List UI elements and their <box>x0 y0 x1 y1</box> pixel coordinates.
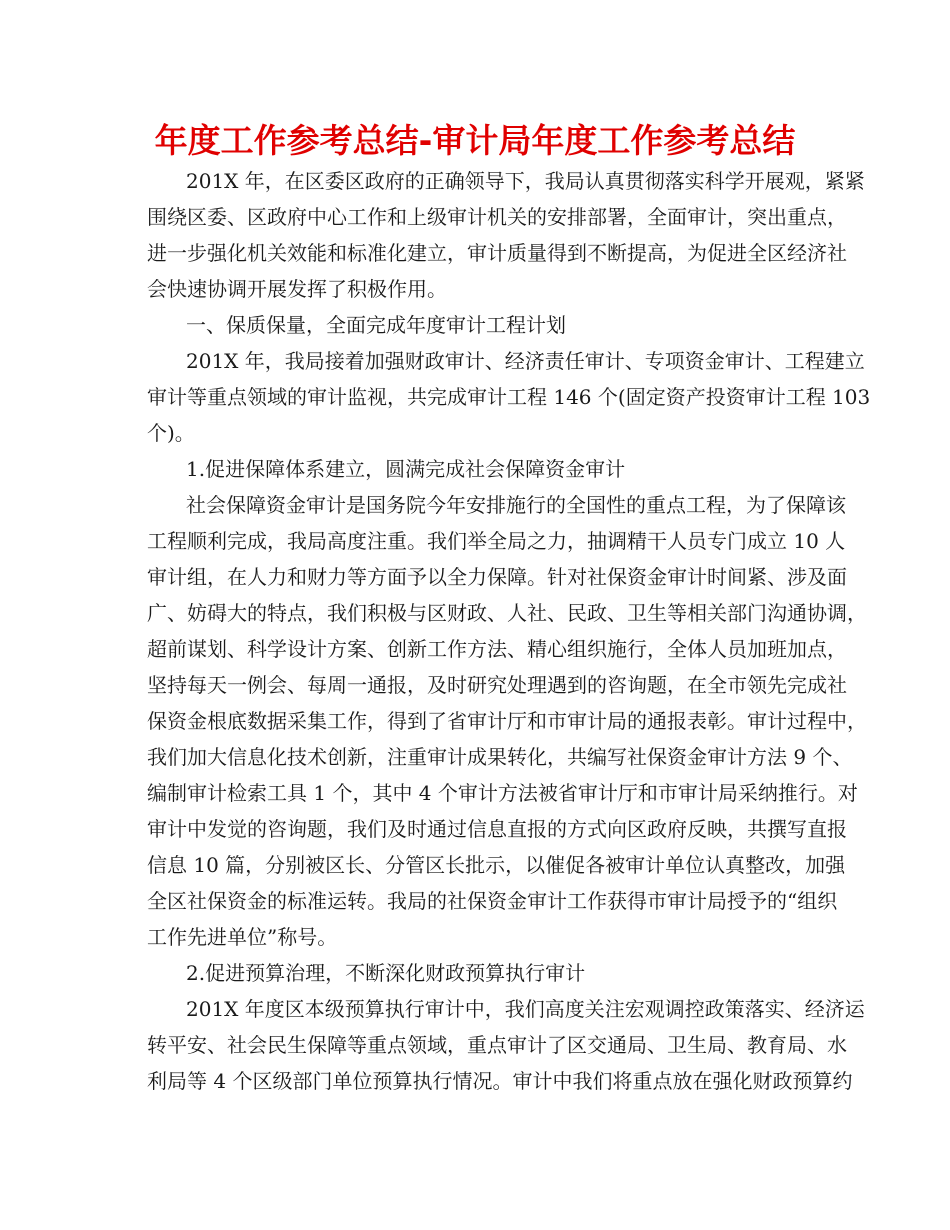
paragraph-line: 超前谋划、科学设计方案、创新工作方法、精心组织施行，全体人员加班加点， <box>147 637 847 661</box>
paragraph-line: 全区社保资金的标准运转。我局的社保资金审计工作获得市审计局授予的“组织 <box>147 889 838 913</box>
document-title: 年度工作参考总结-审计局年度工作参考总结 <box>154 121 796 160</box>
paragraph-line: 广、妨碍大的特点，我们积极与区财政、人社、民政、卫生等相关部门沟通协调， <box>147 601 867 625</box>
paragraph-line: 201X 年，在区委区政府的正确领导下，我局认真贯彻落实科学开展观，紧紧 <box>186 169 865 193</box>
paragraph-line: 会快速协调开展发挥了积极作用。 <box>147 277 447 301</box>
paragraph-line: 个)。 <box>147 421 195 445</box>
paragraph-line: 社会保障资金审计是国务院今年安排施行的全国性的重点工程，为了保障该 <box>186 493 846 517</box>
paragraph-line: 审计中发觉的咨询题，我们及时通过信息直报的方式向区政府反映，共撰写直报 <box>147 817 847 841</box>
paragraph-line: 201X 年，我局接着加强财政审计、经济责任审计、专项资金审计、工程建立 <box>186 349 865 373</box>
paragraph-line: 利局等 4 个区级部门单位预算执行情况。审计中我们将重点放在强化财政预算约 <box>147 1069 853 1093</box>
section-heading: 一、保质保量，全面完成年度审计工程计划 <box>186 313 566 337</box>
subsection-heading: 2.促进预算治理，不断深化财政预算执行审计 <box>186 961 586 985</box>
paragraph-line: 信息 10 篇，分别被区长、分管区长批示，以催促各被审计单位认真整改，加强 <box>147 853 846 877</box>
subsection-heading: 1.促进保障体系建立，圆满完成社会保障资金审计 <box>186 457 626 481</box>
paragraph-line: 转平安、社会民生保障等重点领域，重点审计了区交通局、卫生局、教育局、水 <box>147 1033 847 1057</box>
paragraph-line: 审计组，在人力和财力等方面予以全力保障。针对社保资金审计时间紧、涉及面 <box>147 565 847 589</box>
paragraph-line: 编制审计检索工具 1 个，其中 4 个审计方法被省审计厅和市审计局采纳推行。对 <box>147 781 858 805</box>
paragraph-line: 保资金根底数据采集工作，得到了省审计厅和市审计局的通报表彰。审计过程中， <box>147 709 867 733</box>
paragraph-line: 工程顺利完成，我局高度注重。我们举全局之力，抽调精干人员专门成立 10 人 <box>147 529 846 553</box>
paragraph-line: 我们加大信息化技术创新，注重审计成果转化，共编写社保资金审计方法 9 个、 <box>147 745 853 769</box>
paragraph-line: 审计等重点领域的审计监视，共完成审计工程 146 个(固定资产投资审计工程 103 <box>147 385 871 409</box>
paragraph-line: 工作先进单位”称号。 <box>147 925 338 949</box>
paragraph-line: 围绕区委、区政府中心工作和上级审计机关的安排部署，全面审计，突出重点， <box>147 205 847 229</box>
paragraph-line: 进一步强化机关效能和标准化建立，审计质量得到不断提高，为促进全区经济社 <box>147 241 847 265</box>
paragraph-line: 201X 年度区本级预算执行审计中，我们高度关注宏观调控政策落实、经济运 <box>186 997 865 1021</box>
paragraph-line: 坚持每天一例会、每周一通报，及时研究处理遇到的咨询题，在全市领先完成社 <box>147 673 847 697</box>
